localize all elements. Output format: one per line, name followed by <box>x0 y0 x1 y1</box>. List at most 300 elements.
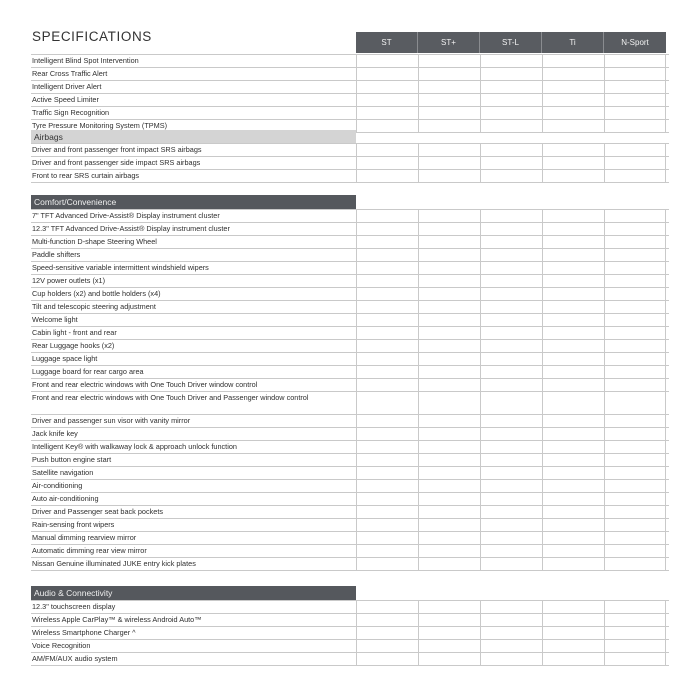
table-row <box>31 614 669 627</box>
grade-cell <box>418 532 480 544</box>
grade-cell <box>480 249 542 261</box>
grade-cells <box>356 340 666 352</box>
grade-cell <box>418 601 480 613</box>
grade-cell <box>542 249 604 261</box>
grade-cell <box>604 614 666 626</box>
grade-cell <box>480 144 542 156</box>
row-label: Luggage board for rear cargo area <box>32 367 144 376</box>
grade-header-st-plus: ST+ <box>418 32 480 53</box>
grade-cell <box>542 55 604 67</box>
grade-cell <box>418 467 480 479</box>
table-row <box>31 366 669 379</box>
grade-cells <box>356 314 666 326</box>
grade-cell <box>542 81 604 93</box>
grade-cell <box>418 301 480 313</box>
row-label: Speed-sensitive variable intermittent windshield wipers <box>32 263 209 272</box>
grade-cells <box>356 366 666 378</box>
grade-cell <box>356 366 418 378</box>
grade-cell <box>418 249 480 261</box>
grade-cell <box>418 480 480 492</box>
table-row <box>31 223 669 236</box>
grade-cell <box>356 81 418 93</box>
grade-cells <box>356 415 666 427</box>
grade-cell <box>418 314 480 326</box>
table-row <box>31 454 669 467</box>
grade-cell <box>604 107 666 119</box>
table-row <box>31 545 669 558</box>
row-label: 12.3" touchscreen display <box>32 602 116 611</box>
grade-cell <box>418 170 480 182</box>
grade-cells <box>356 519 666 531</box>
grade-cell <box>604 223 666 235</box>
table-row <box>31 441 669 454</box>
grade-cell <box>542 107 604 119</box>
grade-cell <box>356 107 418 119</box>
grade-cell <box>356 327 418 339</box>
grade-cell <box>604 532 666 544</box>
grade-cell <box>542 379 604 391</box>
grade-cells <box>356 545 666 557</box>
grade-cell <box>356 157 418 169</box>
grade-cells <box>356 558 666 570</box>
grade-cell <box>418 275 480 287</box>
row-label: Driver and front passenger front impact SRS airbags <box>32 145 202 154</box>
grade-cell <box>356 467 418 479</box>
grade-cell <box>356 55 418 67</box>
grade-cell <box>356 314 418 326</box>
grade-cell <box>604 353 666 365</box>
grade-cells <box>356 454 666 466</box>
grade-cell <box>418 288 480 300</box>
table-row <box>31 327 669 340</box>
grade-cell <box>480 415 542 427</box>
grade-cell <box>542 392 604 414</box>
table-row <box>31 353 669 366</box>
row-label: AM/FM/AUX audio system <box>32 654 118 663</box>
grade-cell <box>542 653 604 665</box>
table-row <box>31 157 669 170</box>
grade-cell <box>604 558 666 570</box>
grade-cell <box>480 506 542 518</box>
grade-cell <box>418 327 480 339</box>
grade-cell <box>356 210 418 222</box>
grade-cell <box>356 236 418 248</box>
grade-cell <box>604 262 666 274</box>
grade-header-ti: Ti <box>542 32 604 53</box>
audio-section <box>31 600 669 666</box>
grade-cell <box>418 144 480 156</box>
row-label: Traffic Sign Recognition <box>32 108 110 117</box>
grade-cell <box>480 467 542 479</box>
row-label: 7" TFT Advanced Drive-Assist® Display instrument cluster <box>32 211 220 220</box>
grade-cell <box>480 640 542 652</box>
grade-cell <box>480 392 542 414</box>
table-row <box>31 81 669 94</box>
grade-cell <box>480 81 542 93</box>
table-row <box>31 275 669 288</box>
airbags-heading: Airbags <box>31 130 356 144</box>
grade-cells <box>356 467 666 479</box>
table-row <box>31 249 669 262</box>
grade-cells <box>356 55 666 67</box>
grade-cell <box>356 653 418 665</box>
grade-cells <box>356 107 666 119</box>
grade-cell <box>356 275 418 287</box>
row-label: Wireless Apple CarPlay™ & wireless Android Auto™ <box>32 615 202 624</box>
grade-cell <box>604 327 666 339</box>
grade-cells <box>356 441 666 453</box>
grade-header-st: ST <box>356 32 418 53</box>
grade-cell <box>356 262 418 274</box>
grade-cell <box>418 262 480 274</box>
grade-cell <box>542 236 604 248</box>
table-row <box>31 236 669 249</box>
grade-cell <box>480 614 542 626</box>
grade-cell <box>418 558 480 570</box>
grade-cells <box>356 236 666 248</box>
grade-cell <box>356 428 418 440</box>
comfort-section <box>31 209 669 571</box>
table-row <box>31 519 669 532</box>
row-label: Satellite navigation <box>32 468 94 477</box>
grade-cell <box>356 68 418 80</box>
grade-cell <box>542 144 604 156</box>
grade-cell <box>480 157 542 169</box>
grade-cell <box>356 454 418 466</box>
grade-cell <box>480 480 542 492</box>
table-row <box>31 653 669 666</box>
row-label: Tyre Pressure Monitoring System (TPMS) <box>32 121 168 130</box>
grade-cell <box>480 545 542 557</box>
row-label: Cabin light - front and rear <box>32 328 117 337</box>
grade-cells <box>356 170 666 182</box>
grade-header <box>356 32 666 53</box>
grade-cell <box>480 454 542 466</box>
audio-heading: Audio & Connectivity <box>31 586 356 600</box>
grade-cells <box>356 275 666 287</box>
grade-cell <box>542 340 604 352</box>
grade-header-st-l: ST-L <box>480 32 542 53</box>
table-row <box>31 467 669 480</box>
row-label: Front and rear electric windows with One Touch Driver window control <box>32 380 258 389</box>
grade-cell <box>356 415 418 427</box>
row-label: Driver and front passenger side impact SRS airbags <box>32 158 201 167</box>
table-row <box>31 107 669 120</box>
grade-cell <box>542 353 604 365</box>
grade-cell <box>418 653 480 665</box>
row-label: Auto air-conditioning <box>32 494 99 503</box>
row-label: Intelligent Blind Spot Intervention <box>32 56 139 65</box>
grade-cells <box>356 210 666 222</box>
grade-cell <box>604 236 666 248</box>
table-row <box>31 262 669 275</box>
row-label: Automatic dimming rear view mirror <box>32 546 147 555</box>
grade-cell <box>418 428 480 440</box>
table-row <box>31 480 669 493</box>
grade-cells <box>356 223 666 235</box>
grade-cell <box>356 353 418 365</box>
row-label: Voice Recognition <box>32 641 91 650</box>
grade-cell <box>480 236 542 248</box>
grade-cell <box>604 379 666 391</box>
grade-cell <box>480 379 542 391</box>
grade-cell <box>542 640 604 652</box>
grade-cells <box>356 379 666 391</box>
grade-cell <box>356 601 418 613</box>
grade-cell <box>542 314 604 326</box>
grade-cell <box>604 81 666 93</box>
grade-cell <box>480 558 542 570</box>
grade-cell <box>480 327 542 339</box>
row-label: Paddle shifters <box>32 250 81 259</box>
grade-cell <box>480 314 542 326</box>
grade-cell <box>604 144 666 156</box>
grade-cell <box>480 170 542 182</box>
grade-cell <box>542 441 604 453</box>
grade-cell <box>356 640 418 652</box>
grade-cells <box>356 157 666 169</box>
grade-cell <box>480 301 542 313</box>
grade-cells <box>356 249 666 261</box>
grade-cell <box>356 480 418 492</box>
grade-cell <box>480 353 542 365</box>
grade-cell <box>418 353 480 365</box>
grade-cell <box>604 366 666 378</box>
row-label: Luggage space light <box>32 354 98 363</box>
grade-cell <box>418 94 480 106</box>
grade-cell <box>480 275 542 287</box>
grade-cell <box>356 441 418 453</box>
grade-cell <box>356 558 418 570</box>
grade-cell <box>480 223 542 235</box>
grade-cell <box>542 506 604 518</box>
row-label: Active Speed Limiter <box>32 95 99 104</box>
grade-cells <box>356 353 666 365</box>
grade-cell <box>418 340 480 352</box>
row-label: Front to rear SRS curtain airbags <box>32 171 140 180</box>
grade-cell <box>418 157 480 169</box>
row-label: Tilt and telescopic steering adjustment <box>32 302 156 311</box>
grade-cell <box>356 288 418 300</box>
table-row <box>31 301 669 314</box>
row-label: Nissan Genuine illuminated JUKE entry kick plates <box>32 559 196 568</box>
table-row <box>31 170 669 183</box>
table-row <box>31 314 669 327</box>
grade-cells <box>356 614 666 626</box>
grade-cells <box>356 81 666 93</box>
row-label: Rain-sensing front wipers <box>32 520 115 529</box>
grade-cell <box>604 519 666 531</box>
grade-cell <box>480 601 542 613</box>
row-label: Intelligent Driver Alert <box>32 82 102 91</box>
comfort-heading: Comfort/Convenience <box>31 195 356 209</box>
grade-cell <box>356 379 418 391</box>
row-label: Wireless Smartphone Charger ^ <box>32 628 136 637</box>
grade-cell <box>604 249 666 261</box>
grade-cells <box>356 327 666 339</box>
grade-cell <box>604 301 666 313</box>
grade-cell <box>480 262 542 274</box>
grade-cell <box>604 467 666 479</box>
grade-cell <box>356 170 418 182</box>
grade-cell <box>480 210 542 222</box>
grade-cell <box>542 415 604 427</box>
grade-cell <box>356 627 418 639</box>
row-label: Air-conditioning <box>32 481 83 490</box>
grade-cell <box>418 454 480 466</box>
grade-cell <box>480 441 542 453</box>
grade-cell <box>418 68 480 80</box>
grade-cell <box>418 223 480 235</box>
grade-cell <box>418 236 480 248</box>
grade-cell <box>418 614 480 626</box>
grade-cell <box>542 275 604 287</box>
grade-cells <box>356 428 666 440</box>
table-row <box>31 506 669 519</box>
grade-cell <box>542 428 604 440</box>
grade-cell <box>418 415 480 427</box>
grade-cell <box>480 107 542 119</box>
grade-cell <box>604 653 666 665</box>
grade-cell <box>604 275 666 287</box>
table-row <box>31 493 669 506</box>
grade-cell <box>480 428 542 440</box>
table-row <box>31 288 669 301</box>
grade-cells <box>356 301 666 313</box>
grade-cell <box>418 627 480 639</box>
table-row <box>31 55 669 68</box>
grade-cell <box>604 157 666 169</box>
table-row <box>31 415 669 428</box>
grade-cell <box>604 454 666 466</box>
grade-cell <box>418 519 480 531</box>
grade-cell <box>604 640 666 652</box>
grade-cell <box>604 627 666 639</box>
grade-cell <box>356 249 418 261</box>
grade-cell <box>604 340 666 352</box>
grade-cells <box>356 493 666 505</box>
row-label: 12V power outlets (x1) <box>32 276 106 285</box>
grade-cell <box>542 493 604 505</box>
grade-cell <box>604 94 666 106</box>
grade-cell <box>356 392 418 414</box>
grade-cell <box>418 379 480 391</box>
grade-cell <box>418 506 480 518</box>
grade-cells <box>356 288 666 300</box>
grade-cell <box>542 262 604 274</box>
grade-cell <box>480 627 542 639</box>
grade-cell <box>418 81 480 93</box>
grade-cell <box>604 415 666 427</box>
row-label: Driver and Passenger seat back pockets <box>32 507 164 516</box>
page-title: SPECIFICATIONS <box>32 29 152 44</box>
grade-cell <box>542 545 604 557</box>
grade-cells <box>356 68 666 80</box>
grade-cells <box>356 653 666 665</box>
grade-cell <box>418 210 480 222</box>
grade-cell <box>542 532 604 544</box>
grade-cell <box>480 366 542 378</box>
table-row <box>31 428 669 441</box>
grade-cell <box>604 170 666 182</box>
grade-cell <box>542 614 604 626</box>
row-label: Driver and passenger sun visor with vanity mirror <box>32 416 191 425</box>
grade-cell <box>604 506 666 518</box>
grade-cell <box>542 558 604 570</box>
row-label: 12.3" TFT Advanced Drive-Assist® Display instrument cluster <box>32 224 230 233</box>
table-row <box>31 601 669 614</box>
grade-cell <box>604 480 666 492</box>
table-row <box>31 640 669 653</box>
grade-cell <box>480 68 542 80</box>
grade-cells <box>356 392 666 414</box>
grade-cell <box>356 340 418 352</box>
airbags-heading-wrap <box>31 130 669 144</box>
grade-cell <box>418 493 480 505</box>
grade-cell <box>480 340 542 352</box>
table-row <box>31 532 669 545</box>
grade-cell <box>604 601 666 613</box>
table-row <box>31 340 669 353</box>
grade-cell <box>542 157 604 169</box>
grade-cells <box>356 627 666 639</box>
grade-cells <box>356 601 666 613</box>
grade-cell <box>604 288 666 300</box>
grade-cell <box>356 493 418 505</box>
grade-cells <box>356 94 666 106</box>
grade-cell <box>418 640 480 652</box>
audio-heading-wrap <box>31 586 669 600</box>
grade-cell <box>542 94 604 106</box>
grade-cell <box>604 55 666 67</box>
grade-cell <box>356 301 418 313</box>
grade-cells <box>356 262 666 274</box>
grade-cell <box>480 288 542 300</box>
grade-cell <box>480 493 542 505</box>
grade-cell <box>356 223 418 235</box>
grade-cell <box>356 532 418 544</box>
grade-cell <box>480 653 542 665</box>
grade-cell <box>418 392 480 414</box>
grade-cell <box>542 601 604 613</box>
grade-cell <box>480 55 542 67</box>
table-row <box>31 94 669 107</box>
row-label: Manual dimming rearview mirror <box>32 533 137 542</box>
grade-cell <box>542 68 604 80</box>
grade-cell <box>542 519 604 531</box>
grade-cell <box>542 170 604 182</box>
row-label: Welcome light <box>32 315 78 324</box>
grade-cell <box>542 454 604 466</box>
grade-cell <box>604 493 666 505</box>
grade-cell <box>418 441 480 453</box>
grade-cell <box>542 467 604 479</box>
grade-cell <box>480 519 542 531</box>
grade-cell <box>356 506 418 518</box>
row-label: Rear Luggage hooks (x2) <box>32 341 115 350</box>
row-label: Front and rear electric windows with One Touch Driver and Passenger window control <box>32 393 309 402</box>
grade-cells <box>356 640 666 652</box>
table-row <box>31 210 669 223</box>
grade-cell <box>604 314 666 326</box>
row-label: Cup holders (x2) and bottle holders (x4) <box>32 289 161 298</box>
grade-cell <box>542 327 604 339</box>
grade-cells <box>356 506 666 518</box>
table-row <box>31 392 669 415</box>
grade-header-n-sport: N-Sport <box>604 32 666 53</box>
table-row <box>31 558 669 571</box>
table-row <box>31 379 669 392</box>
